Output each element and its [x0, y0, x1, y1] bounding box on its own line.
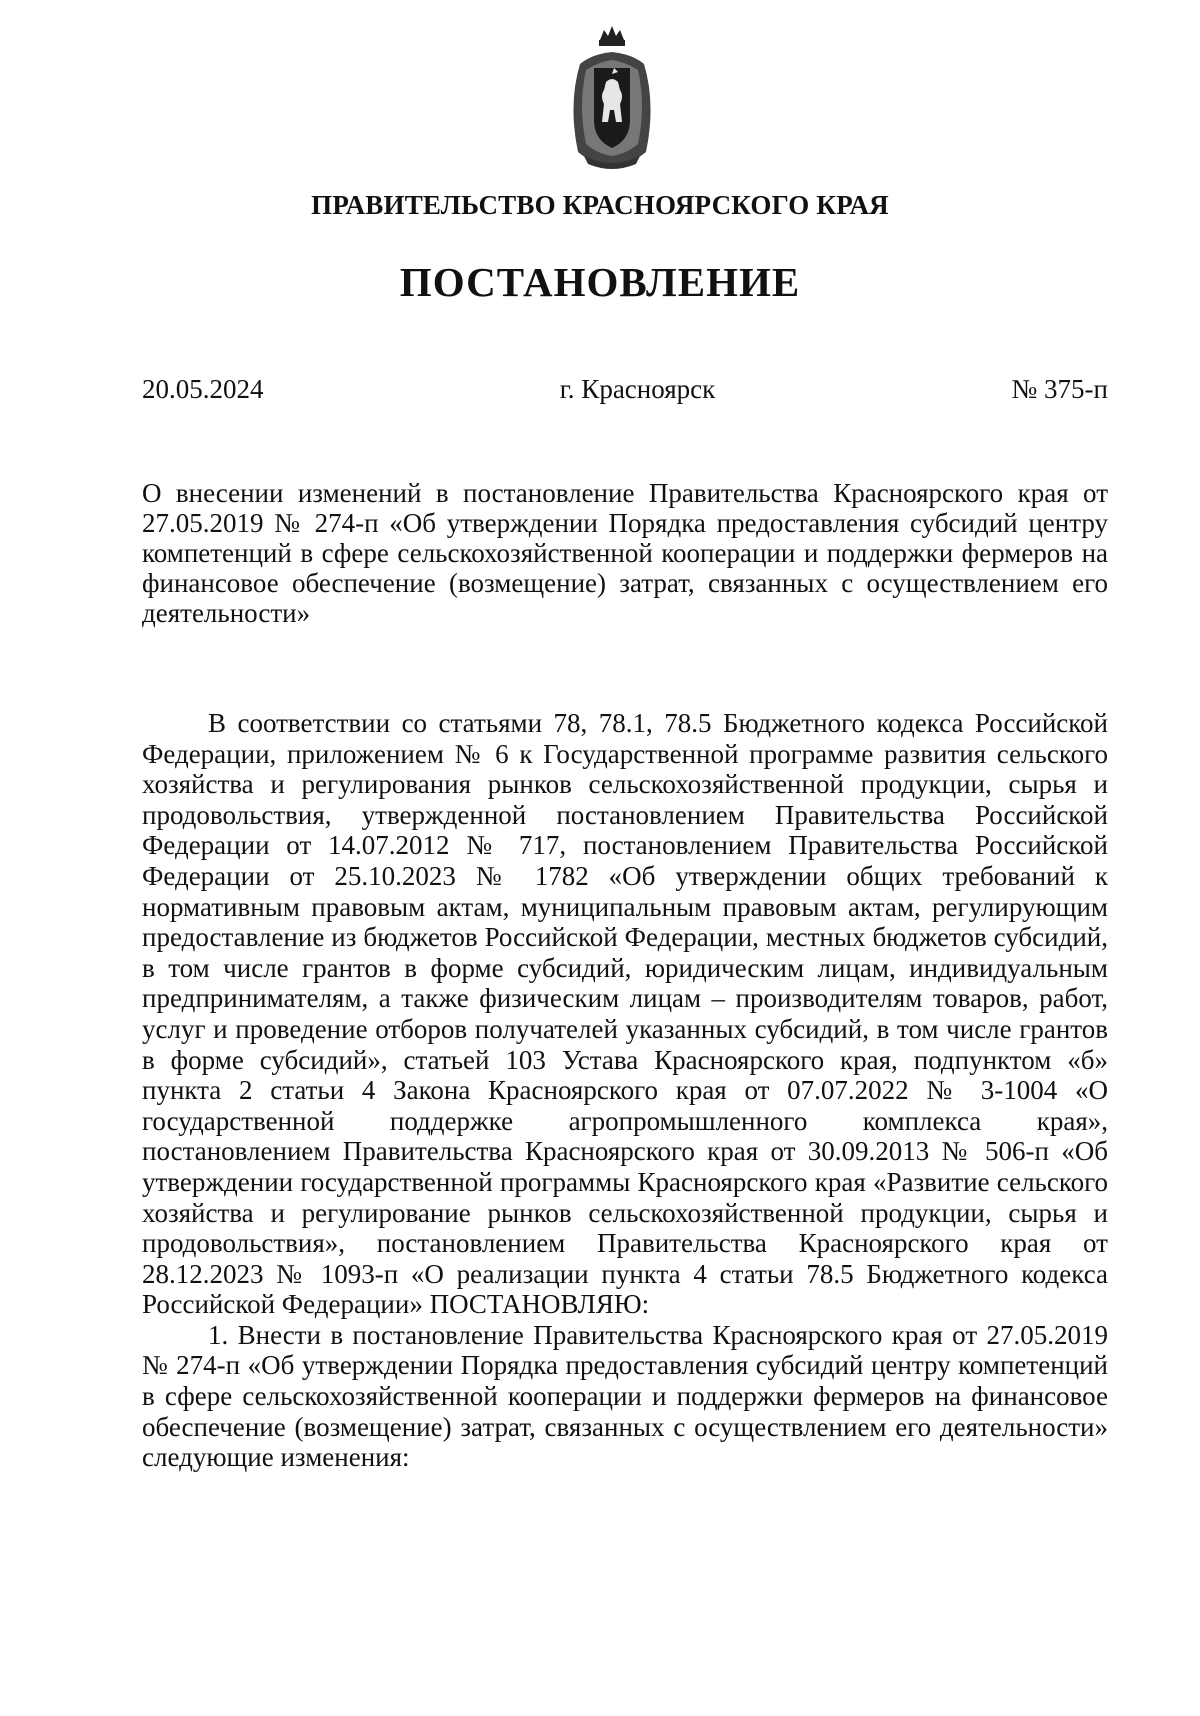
document-city: г. Красноярск [559, 374, 716, 404]
item-1-paragraph: 1. Внести в постановление Правительства Красноярского края от 27.05.2019 № 274-п «Об утверждении Порядка предоставления субсидий центру компетенций в сфере сельскохозяйственной кооперации и поддержки фермеров на финансовое обеспечение (возмещение) затрат, связанных с осуществлением его деятельности» следующие изменения: [142, 1319, 1108, 1473]
document-type-title: ПОСТАНОВЛЕНИЕ [399, 259, 801, 305]
coat-of-arms-icon [562, 24, 662, 170]
organization-title: ПРАВИТЕЛЬСТВО КРАСНОЯРСКОГО КРАЯ [311, 190, 889, 220]
document-date: 20.05.2024 [142, 374, 264, 404]
document-body [142, 708, 1108, 1473]
document-number: № 375-п [1011, 374, 1108, 404]
document-meta [142, 374, 1108, 405]
preamble-paragraph: В соответствии со статьями 78, 78.1, 78.5 Бюджетного кодекса Российской Федерации, приложением № 6 к Государственной программе развития сельского хозяйства и регулирования рынков сельскохозяйственной продукции, сырья и продовольствия, утвержденной постановлением Правительства Российской Федерации от 14.07.2012 № 717, постановлением Правительства Российской Федерации от 25.10.2023 № 1782 «Об утверждении общих требований к нормативным правовым актам, муниципальным правовым актам, регулирующим предоставление из бюджетов Российской Федерации, местных бюджетов субсидий, в том числе грантов в форме субсидий, юридическим лицам, индивидуальным предпринимателям, а также физическим лицам – производителям товаров, работ, услуг и проведение отборов получателей указанных субсидий, в том числе грантов в форме субсидий», статьей 103 Устава Красноярского края, подпунктом «б» пункта 2 статьи 4 Закона Красноярского края от 07.07.2022 № 3-1004 «О государственной поддержке агропромышленного комплекса края», постановлением Правительства Красноярского края от 30.09.2013 № 506-п «Об утверждении государственной программы Красноярского края «Развитие сельского хозяйства и регулирование рынков сельскохозяйственной продукции, сырья и продовольствия», постановлением Правительства Красноярского края от 28.12.2023 № 1093-п «О реализации пункта 4 статьи 78.5 Бюджетного кодекса Российской Федерации» ПОСТАНОВЛЯЮ: [142, 708, 1108, 1320]
document-subject: О внесении изменений в постановление Правительства Красноярского края от 27.05.2019 № 274-п «Об утверждении Порядка предоставления субсидий центру компетенций в сфере сельскохозяйственной кооперации и поддержки фермеров на финансовое обеспечение (возмещение) затрат, связанных с осуществлением его деятельности» [142, 478, 1108, 628]
